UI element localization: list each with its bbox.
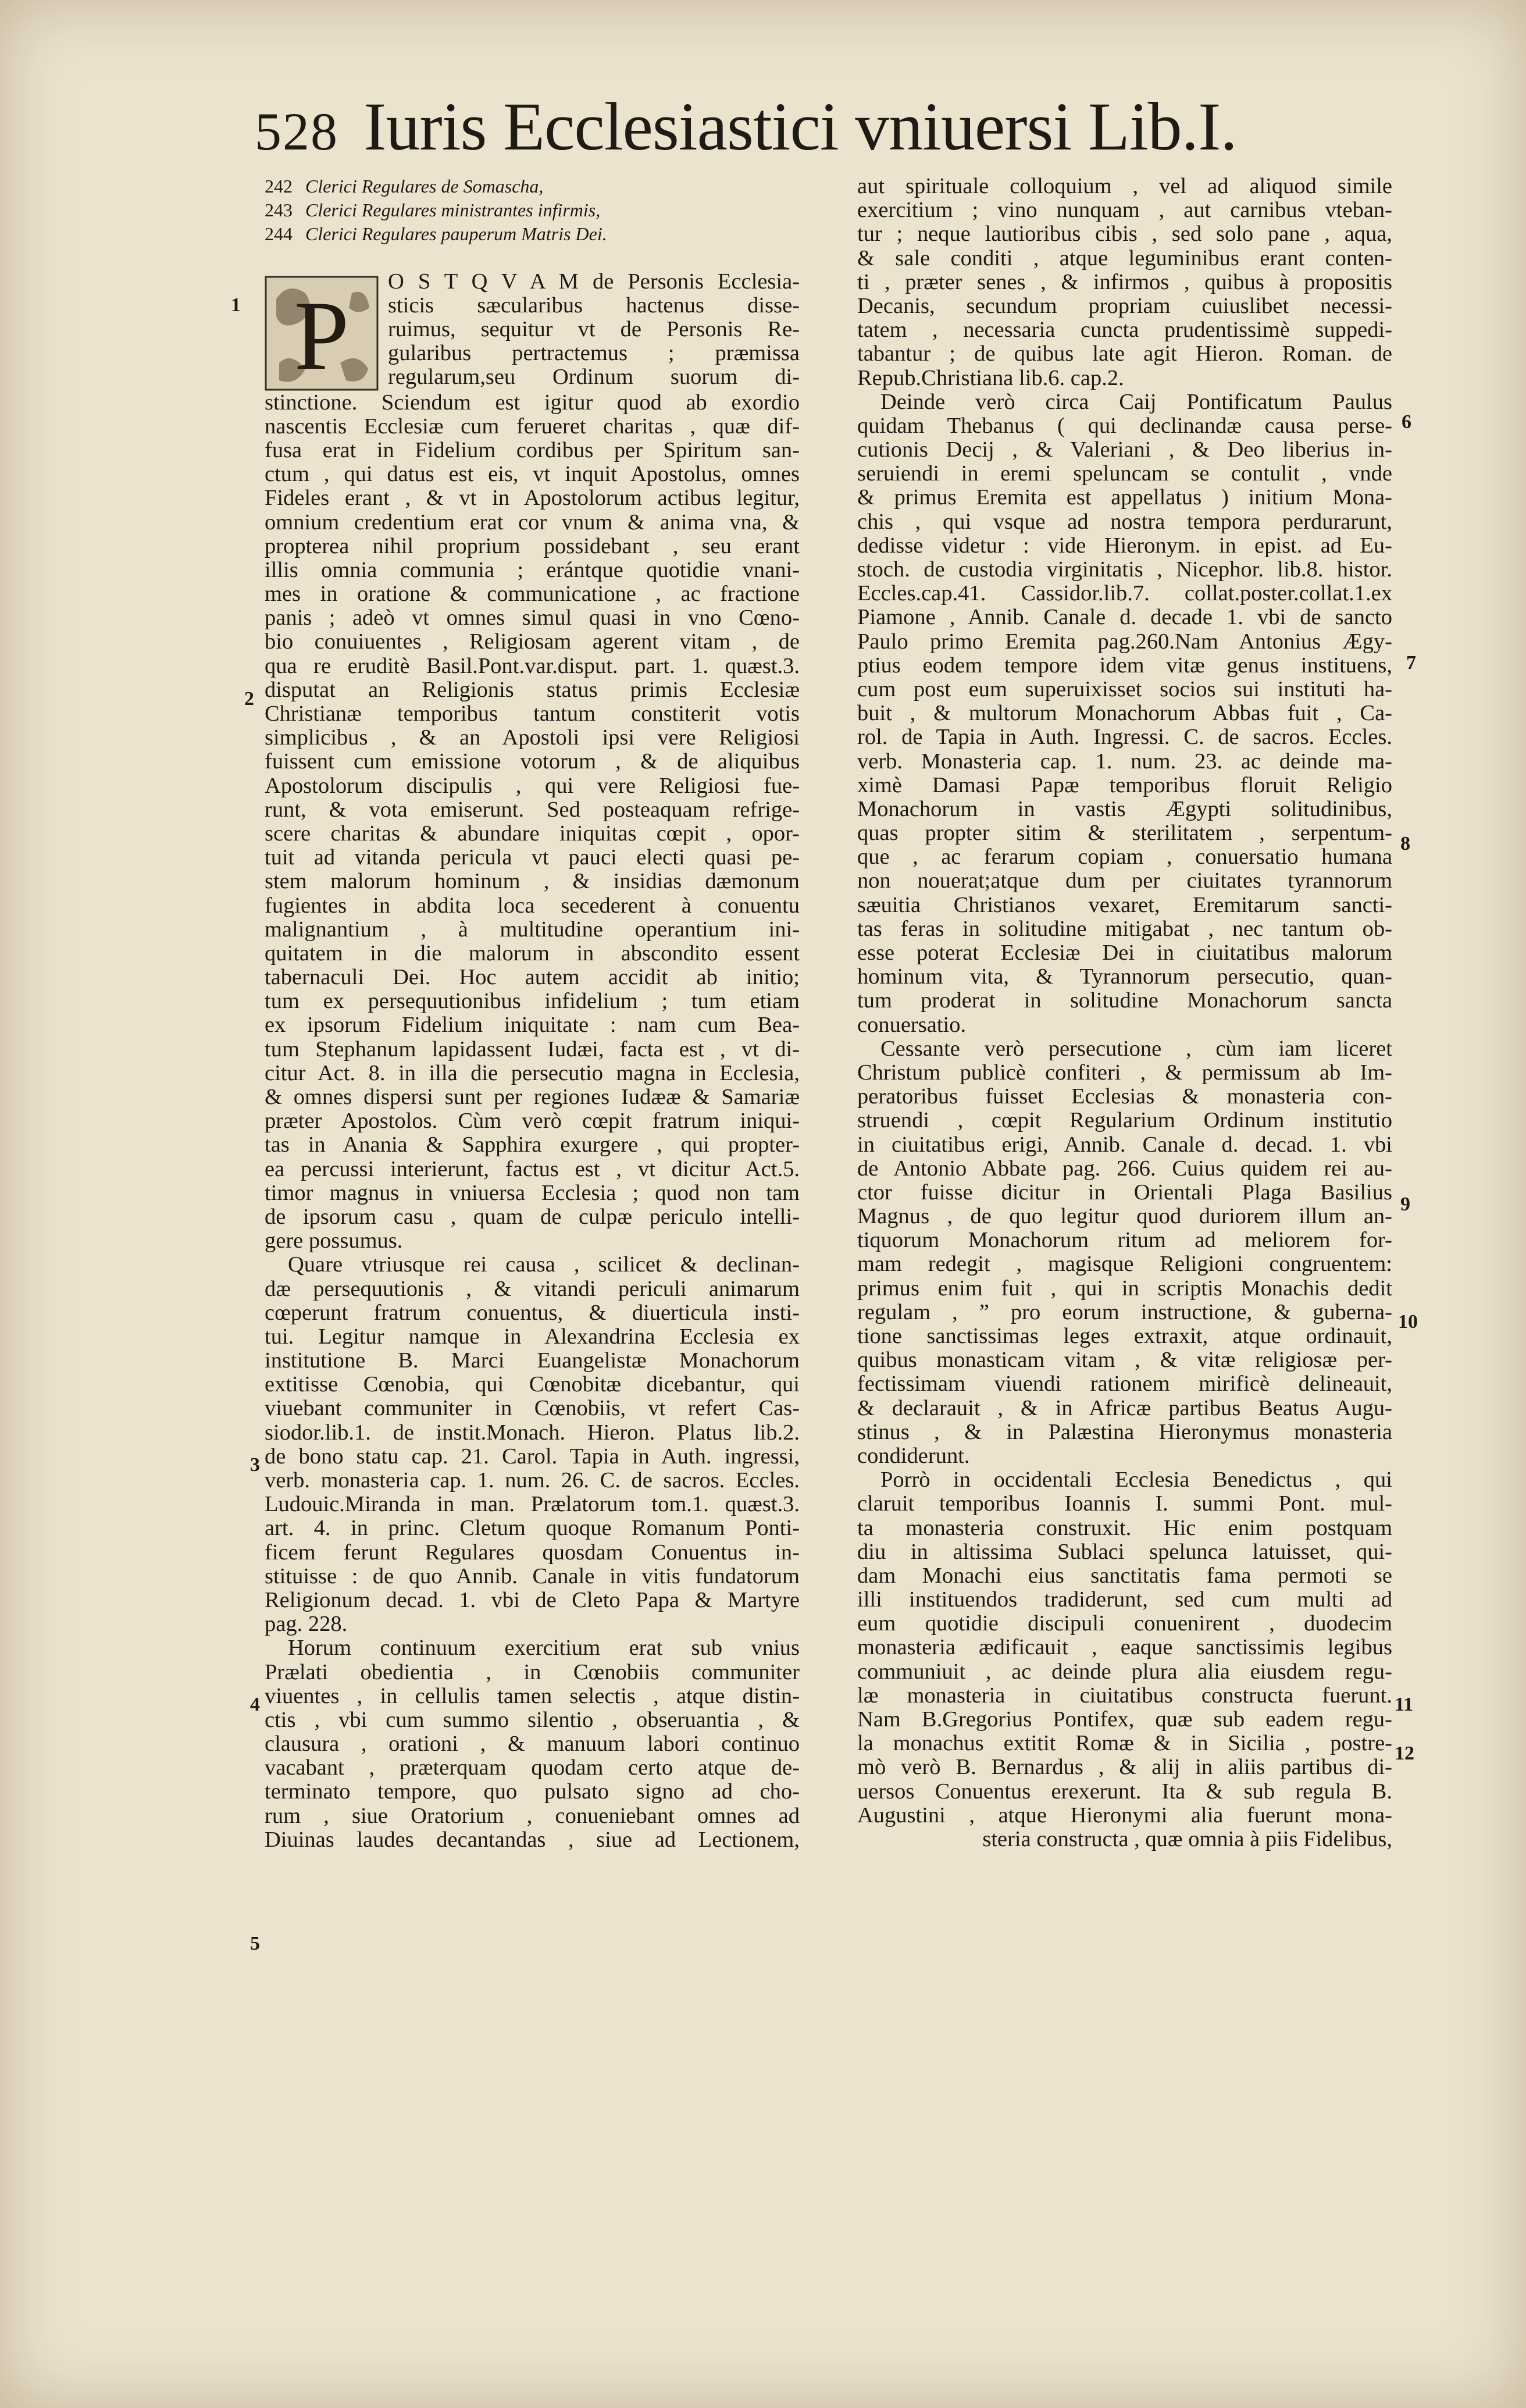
margin-number: 1 <box>231 294 241 316</box>
text-line: viuebant communiter in Cœnobiis, vt refert Cas- <box>265 1397 800 1421</box>
text-line: scere charitas & abundare iniquitas cœpit , opor- <box>265 821 800 846</box>
text-line: siodor.lib.1. de instit.Monach. Hieron. Platus lib.2. <box>265 1420 800 1445</box>
text-line: Piamone , Annib. Canale d. decade 1. vbi de sancto <box>857 605 1392 630</box>
text-line: nascentis Ecclesiæ cum ferueret charitas , quæ dif- <box>265 414 800 439</box>
text-line: Augustini , atque Hieronymi alia fuerunt mona- <box>857 1803 1392 1828</box>
margin-number: 6 <box>1402 411 1411 433</box>
text-line: tabernaculi Dei. Hoc autem accidit ab initio; <box>265 966 800 990</box>
text-line: fectissimam viuendi rationem mirificè delineauit, <box>857 1372 1392 1397</box>
text-line: ex ipsorum Fidelium iniquitate : nam cum Bea- <box>265 1013 800 1038</box>
text-line: fugientes in abdita loca secederent à conuentu <box>265 893 800 918</box>
text-line: tiquorum Monachorum ritum ad meliorem for- <box>857 1228 1392 1253</box>
text-line: omnium credentium erat cor vnum & anima vna, & <box>265 510 800 535</box>
text-line: conuersatio. <box>857 1012 967 1037</box>
text-line: diu in altissima Sublaci spelunca latuisset, qui- <box>857 1540 1392 1564</box>
margin-number: 2 <box>244 688 254 710</box>
text-line: sticis sæcularibus hactenus disse- <box>388 293 800 318</box>
text-line: stituisse : de quo Annib. Canale in vitis fundatorum <box>265 1564 800 1588</box>
running-header <box>255 87 1302 174</box>
text-line: O S T Q V A M de Personis Ecclesia- <box>388 269 800 294</box>
text-line: monasteria ædificauit , eaque sanctissimis legibus <box>857 1636 1392 1660</box>
text-line: buit , & multorum Monachorum Abbas fuit , Ca- <box>857 701 1392 726</box>
text-line: stinctione. Sciendum est igitur quod ab exordio <box>265 390 800 415</box>
text-line: tas in Anania & Sapphira exurgere , qui propter- <box>265 1133 800 1157</box>
margin-number: 7 <box>1406 652 1416 674</box>
text-line: propterea nihil proprium possidebant , seu erant <box>265 534 800 558</box>
text-line: regularum,seu Ordinum suorum di- <box>388 365 800 390</box>
text-line: ta monasteria construxit. Hic enim postquam <box>857 1516 1392 1540</box>
text-line: tuit ad vitanda pericula vt pauci electi quasi pe- <box>265 846 800 870</box>
text-line: Repub.Christiana lib.6. cap.2. <box>857 365 1124 390</box>
text-line: citur Act. 8. in illa die persecutio magna in Ecclesia, <box>265 1061 800 1085</box>
text-line: mam redegit , magisque Religioni congruentem: <box>857 1252 1392 1277</box>
text-line: tabantur ; de quibus late agit Hieron. Roman. de <box>857 342 1392 366</box>
text-line: verb. Monasteria cap. 1. num. 23. ac deinde ma- <box>857 749 1392 774</box>
text-line: ti , præter senes , & infirmos , quibus à propositis <box>857 270 1392 294</box>
text-line: gularibus pertractemus ; præmissa <box>388 341 800 366</box>
text-line: clausura , orationi , & manuum labori continuo <box>265 1732 800 1757</box>
text-line: ctor fuisse dicitur in Orientali Plaga Basilius <box>857 1180 1392 1205</box>
text-line: tas feras in solitudine mitigabat , nec tantum ob- <box>857 917 1392 941</box>
text-line: sæuitia Christianos vexaret, Eremitarum sancti- <box>857 893 1392 917</box>
text-line: tatem , necessaria cuncta prudentissimè suppedi- <box>857 318 1392 343</box>
text-line: malignantium , à multitudine operantium ini- <box>265 917 800 942</box>
text-line: præter Apostolos. Cùm verò cœpit fratrum iniqui- <box>265 1109 800 1134</box>
text-line: exercitium ; vino nunquam , aut carnibus vteban- <box>857 198 1392 223</box>
text-line: viuentes , in cellulis tamen selectis , atque distin- <box>265 1684 800 1708</box>
text-line: quas propter sitim & sterilitatem , serpentum- <box>857 821 1392 846</box>
text-line: Nam B.Gregorius Pontifex, quæ sub eadem regu- <box>857 1708 1392 1732</box>
margin-number: 9 <box>1400 1194 1410 1215</box>
text-line: Christianæ temporibus tantum constiterit votis <box>265 702 800 726</box>
text-line: Prælati obedientia , in Cœnobiis communiter <box>265 1660 800 1684</box>
text-line: dedisse videtur : vide Hieronym. in epist. ad Eu- <box>857 533 1392 558</box>
margin-number: 10 <box>1398 1311 1418 1333</box>
text-line: illis omnia communia ; erántque quotidie vnani- <box>265 558 800 582</box>
text-line: Eccles.cap.41. Cassidor.lib.7. collat.poster.collat.1.ex <box>857 582 1392 606</box>
text-line: Deinde verò circa Caij Pontificatum Paulus <box>880 390 1392 414</box>
text-line: communiuit , ac deinde plura alia eiusdem regu- <box>857 1659 1392 1684</box>
margin-number: 3 <box>250 1454 260 1476</box>
text-line: extitisse Cœnobia, qui Cœnobitæ dicebantur, qui <box>265 1373 800 1397</box>
text-line: dæ persequutionis , & vitandi periculi animarum <box>265 1277 800 1301</box>
text-line: ctis , vbi cum summo silentio , obseruantia , & <box>265 1708 800 1732</box>
text-line: terminato tempore, quo pulsato signo ad cho- <box>265 1780 800 1804</box>
text-line: Paulo primo Eremita pag.260.Nam Antonius Ægy- <box>857 629 1392 654</box>
text-line: illi instituendos tradiderunt, sed cum multi ad <box>857 1588 1392 1612</box>
text-line: stinus , & in Palæstina Hieronymus monasteria <box>857 1420 1392 1444</box>
text-line: tur ; neque lautioribus cibis , sed solo pane , aqua, <box>857 222 1392 247</box>
text-line: qua re eruditè Basil.Pont.var.disput. part. 1. quæst.3. <box>265 654 800 678</box>
text-line: Magnus , de quo legitur quod duriorem illum an- <box>857 1205 1392 1229</box>
margin-number: 11 <box>1395 1694 1414 1715</box>
text-line: stem malorum hominum , & insidias dæmonum <box>265 870 800 894</box>
text-line: tione sanctissimas leges extraxit, atque ordinauit, <box>857 1324 1392 1348</box>
text-line: gere possumus. <box>265 1228 403 1253</box>
text-line: hominum vita, & Tyrannorum persecutio, quan- <box>857 965 1392 989</box>
text-line: ximè Damasi Papæ temporibus floruit Religio <box>857 773 1392 797</box>
text-line: Decanis, secundum propriam cuiuslibet necessi- <box>857 294 1392 318</box>
text-line: & omnes dispersi sunt per regiones Iudææ & Samariæ <box>265 1085 800 1109</box>
text-line: simplicibus , & an Apostoli ipsi vere Religiosi <box>265 726 800 750</box>
text-line: rum , siue Oratorium , conueniebant omnes ad <box>265 1804 800 1828</box>
text-line: Fideles erant , & vt in Apostolorum actibus legitur, <box>265 486 800 511</box>
text-line: art. 4. in princ. Cletum quoque Romanum Ponti- <box>265 1516 800 1541</box>
text-line: Porrò in occidentali Ecclesia Benedictus , qui <box>880 1468 1392 1492</box>
text-line: de ipsorum casu , quam de culpæ periculo intelli- <box>265 1205 800 1229</box>
page-number: 528 <box>255 102 338 161</box>
text-line: tui. Legitur namque in Alexandrina Ecclesia ex <box>265 1324 800 1349</box>
text-line: cutionis Decij , & Valeriani , & Deo liberius in- <box>857 438 1392 462</box>
toc-entry: 242 Clerici Regulares de Somascha, <box>265 176 544 197</box>
text-line: ruimus, sequitur vt de Personis Re- <box>388 317 800 341</box>
text-line: ea percussi interierunt, factus est , vt dicitur Act.5. <box>265 1157 800 1181</box>
toc-entry: 244 Clerici Regulares pauperum Matris Dei. <box>265 223 607 245</box>
text-line: seruiendi in eremi speluncam se contulit , vnde <box>857 462 1392 486</box>
text-line: verb. monasteria cap. 1. num. 26. C. de sacros. Eccles. <box>265 1469 800 1492</box>
text-line: fusa erat in Fidelium cordibus per Spiritum san- <box>265 438 800 462</box>
text-line: Apostolorum discipulis , qui vere Religiosi fue- <box>265 774 800 798</box>
text-line: stoch. de custodia virginitatis , Nicephor. lib.8. histor. <box>857 558 1392 582</box>
text-line: de Antonio Abbate pag. 266. Cuius quidem rei au- <box>857 1156 1392 1181</box>
text-line: Cessante verò persecutione , cùm iam liceret <box>880 1036 1392 1061</box>
text-line: panis ; adeò vt omnes simul quasi in vno Cœno- <box>265 606 800 631</box>
dropcap-p-icon <box>265 276 379 391</box>
text-line: bio conuiuentes , Religiosam agerent vitam , de <box>265 630 800 654</box>
text-line: de bono statu cap. 21. Carol. Tapia in Auth. ingressi, <box>265 1444 800 1469</box>
margin-number: 4 <box>250 1694 260 1715</box>
text-line: fuissent cum emissione votorum , & de aliquibus <box>265 750 800 774</box>
text-line: peratoribus fuisset Ecclesias & monasteria con- <box>857 1085 1392 1109</box>
text-line: Diuinas laudes decantandas , siue ad Lectionem, <box>265 1828 800 1852</box>
text-line: disputat an Religionis status primis Ecclesiæ <box>265 678 800 702</box>
text-line: mò verò B. Bernardus , & alij in aliis partibus di- <box>857 1755 1392 1780</box>
text-line: in ciuitatibus erigi, Annib. Canale d. decad. 1. vbi <box>857 1132 1392 1157</box>
right-column <box>857 174 1392 1851</box>
text-line: pag. 228. <box>265 1612 348 1637</box>
text-line: quibus monasticam vitam , & vitæ religiosæ per- <box>857 1348 1392 1373</box>
text-line: & primus Eremita est appellatus ) initium Mona- <box>857 486 1392 510</box>
text-line: struendi , cœpit Regularium Ordinum institutio <box>857 1109 1392 1133</box>
text-line: Christum publicè confiteri , & permissum ab Im- <box>857 1060 1392 1085</box>
text-line: uersos Conuentus erexerunt. Ita & sub regula B. <box>857 1779 1392 1804</box>
left-column <box>265 174 800 1852</box>
text-line: ficem ferunt Regulares quosdam Conuentus in- <box>265 1540 800 1565</box>
text-line: cœperunt fratrum conuentus, & diuerticula insti- <box>265 1301 800 1325</box>
margin-number: 8 <box>1400 833 1410 854</box>
text-line: tum proderat in solitudine Monachorum sancta <box>857 989 1392 1013</box>
text-line: ptius eodem tempore idem vitæ genus instituens, <box>857 653 1392 678</box>
text-line: claruit temporibus Ioannis I. summi Pont. mul- <box>857 1492 1392 1516</box>
text-line: quidam Thebanus ( qui declinandæ causa perse- <box>857 414 1392 438</box>
text-line: Religionum decad. 1. vbi de Cleto Papa & Martyre <box>265 1588 800 1612</box>
text-line: timor magnus in vniuersa Ecclesia ; quod non tam <box>265 1181 800 1205</box>
text-line: Ludouic.Miranda in man. Prælatorum tom.1. quæst.3. <box>265 1492 800 1517</box>
toc-entry: 243 Clerici Regulares ministrantes infirmis, <box>265 200 601 221</box>
text-line: la monachus extitit Romæ & in Sicilia , postre- <box>857 1732 1392 1756</box>
text-line: esse poterat Ecclesiæ Dei in ciuitatibus malorum <box>857 941 1392 965</box>
text-line: tum ex persequutionibus infidelium ; tum etiam <box>265 989 800 1014</box>
text-line: Monachorum in vastis Ægypti solitudinibus, <box>857 797 1392 821</box>
text-line: mes in oratione & communicatione , ac fractione <box>265 582 800 607</box>
text-line: condiderunt. <box>857 1443 970 1468</box>
text-line: cum post eum superuixisset socios sui instituti ha- <box>857 677 1392 701</box>
text-line: non nouerat;atque dum per ciuitates tyrannorum <box>857 869 1392 893</box>
text-line: institutione B. Marci Euangelistæ Monachorum <box>265 1349 800 1373</box>
text-line: & declarauit , & in Africæ partibus Beatus Augu- <box>857 1396 1392 1420</box>
text-line: quitatem in die malorum in abscondito essent <box>265 941 800 966</box>
catchword: steria constructa , quæ omnia à piis Fidelibus, <box>982 1826 1392 1851</box>
text-line: primus enim fuit , qui in scriptis Monachis dedit <box>857 1276 1392 1301</box>
text-line: & sale conditi , atque leguminibus erant conten- <box>857 246 1392 270</box>
text-line: vacabant , præterquam quodam certo atque de- <box>265 1756 800 1780</box>
text-line: Quare vtriusque rei causa , scilicet & declinan- <box>288 1253 800 1277</box>
text-line: regulam , ” pro eorum instructione, & guberna- <box>857 1300 1392 1324</box>
running-title: Iuris Ecclesiastici vniuersi Lib.I. <box>363 88 1237 165</box>
margin-number: 5 <box>250 1933 260 1954</box>
text-line: dam Monachi eius sanctitatis fama permoti se <box>857 1563 1392 1588</box>
text-line: runt, & vota emiserunt. Sed posteaquam refrige- <box>265 797 800 822</box>
margin-number: 12 <box>1395 1743 1414 1764</box>
text-line: aut spirituale colloquium , vel ad aliquod simile <box>857 174 1392 198</box>
text-line: que , ac ferarum copiam , conuersatio humana <box>857 845 1392 870</box>
text-line: eum quotidie discipuli conuenirent , duodecim <box>857 1612 1392 1636</box>
text-line: rol. de Tapia in Auth. Ingressi. C. de sacros. Eccles. <box>857 725 1392 750</box>
text-line: ctum , qui datus est eis, vt inquit Apostolus, omnes <box>265 462 800 487</box>
svg-text:P: P <box>294 280 350 390</box>
text-line: Horum continuum exercitium erat sub vnius <box>288 1636 800 1661</box>
text-line: chis , qui vsque ad nostra tempora perdurarunt, <box>857 510 1392 534</box>
text-line: læ monasteria in ciuitatibus constructa fuerunt. <box>857 1683 1392 1708</box>
text-line: tum Stephanum lapidassent Iudæi, facta est , vt di- <box>265 1037 800 1061</box>
